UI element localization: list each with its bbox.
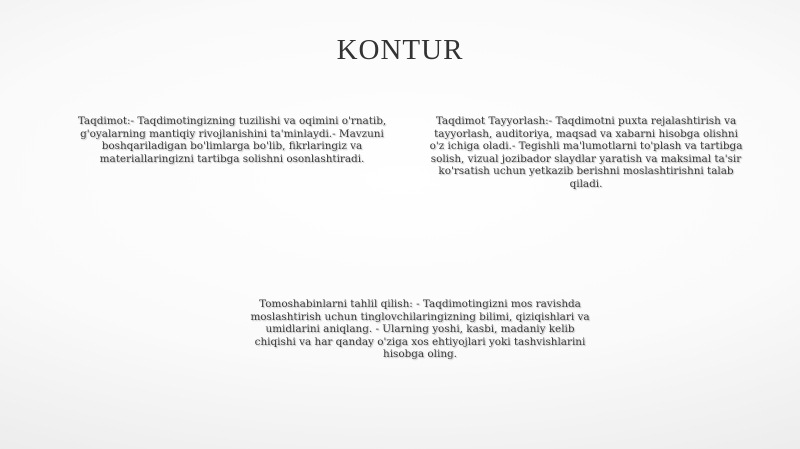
slide-title: KONTUR xyxy=(336,34,464,66)
text-block-taqdimot-tayyorlash: Taqdimot Tayyorlash:- Taqdimotni puxta rejalashtirish va tayyorlash, auditoriya, maqsad va xabarni hisobga olishni o'z ichiga oladi.- Tegishli ma'lumotlarni to'plash va tartibga solish, vizual jozibador slaydlar yaratish va maksimal ta'sir ko'rsatish uchun yetkazib berishni moslashtirishni talab qiladi. xyxy=(429,115,743,190)
text-block-taqdimot: Taqdimot:- Taqdimotingizning tuzilishi va oqimini o'rnatib, g'oyalarning mantiqiy rivojlanishini ta'minlaydi.- Mavzuni boshqariladigan bo'limlarga bo'lib, fikrlaringiz va materiallaringizni tartibga solishni osonlashtiradi. xyxy=(77,115,387,165)
text-block-tomoshabinlarni-tahlil: Tomoshabinlarni tahlil qilish: - Taqdimotingizni mos ravishda moslashtirish uchun tinglovchilaringizning bilimi, qiziqishlari va umidlarini aniqlang. - Ularning yoshi, kasbi, madaniy kelib chiqishi va har qanday o'ziga xos ehtiyojlari yoki tashvishlarini hisobga oling. xyxy=(250,298,590,361)
